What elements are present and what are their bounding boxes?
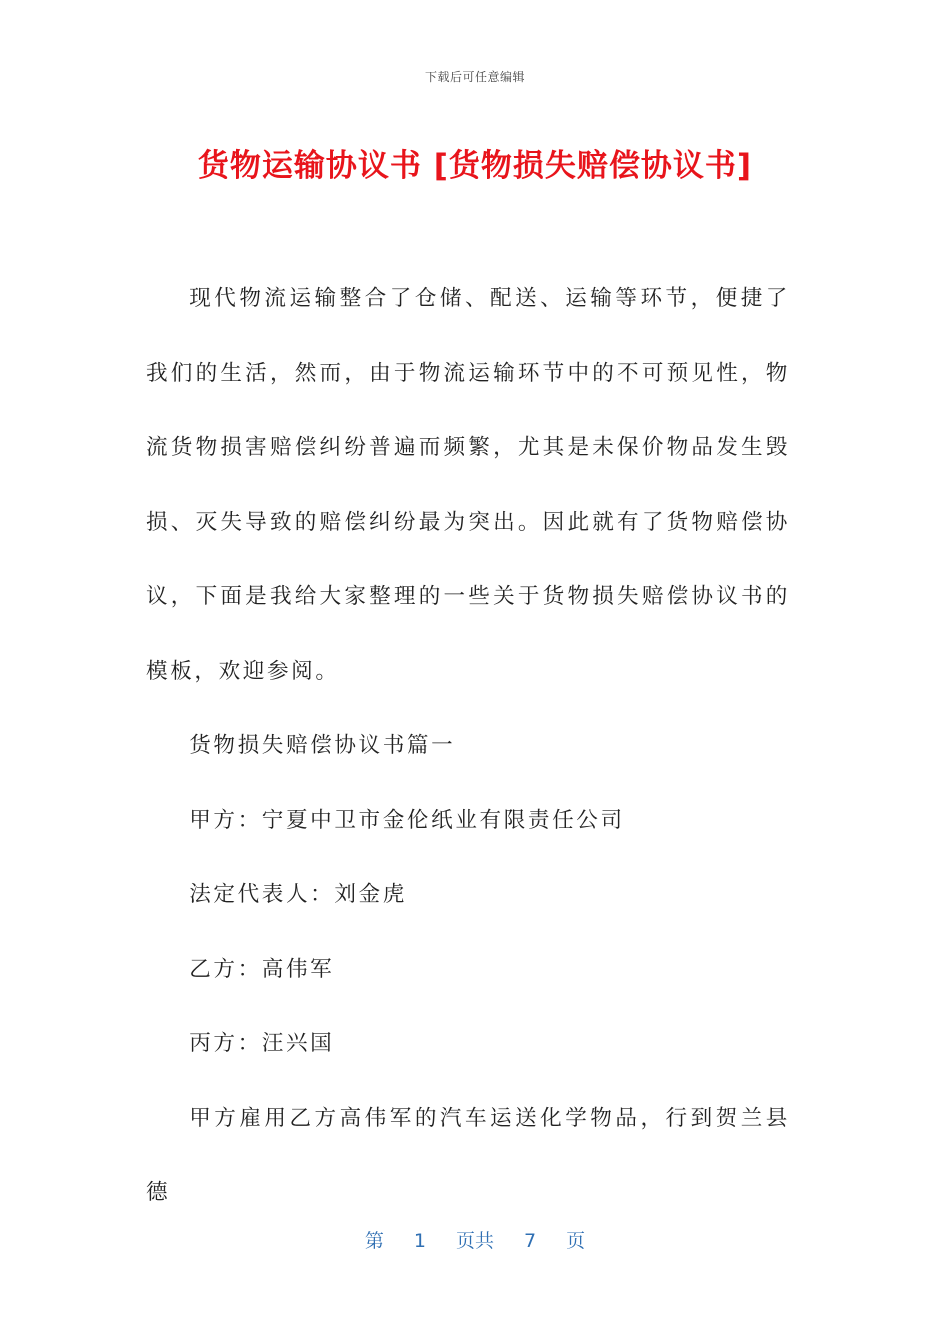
- page-number: 1: [413, 1230, 426, 1252]
- page-label-suffix: 页: [566, 1230, 586, 1252]
- section-heading: 货物损失赔偿协议书篇一: [189, 733, 456, 758]
- party-a-line: 甲方：宁夏中卫市金伦纸业有限责任公司: [189, 807, 625, 833]
- legal-representative-line: 法定代表人：刘金虎: [189, 882, 407, 907]
- intro-paragraph: 现代物流运输整合了仓储、配送、运输等环节，便捷了我们的生活，然而，由于物流运输环节中的不可预见性，物流货物损害赔偿纠纷普遍而频繁，尤其是未保价物品发生毁损、灭失导致的赔偿纠纷最为突出。因此就有了货物赔偿协议，下面是我给大家整理的一些关于货物损失赔偿协议书的模板，欢迎参阅。: [146, 286, 790, 684]
- party-c-line: 丙方：汪兴国: [189, 1031, 335, 1056]
- party-b-line: 乙方：高伟军: [189, 956, 335, 982]
- page-footer: [0, 1226, 950, 1253]
- header-note: 下载后可任意编辑: [424, 70, 525, 84]
- document-title: 货物运输协议书 [货物损失赔偿协议书]: [197, 148, 753, 184]
- page-label-prefix: 第: [364, 1230, 384, 1252]
- total-pages: 7: [524, 1230, 537, 1252]
- page-label-mid: 页共: [455, 1230, 494, 1252]
- document-body: [146, 262, 790, 1231]
- agreement-paragraph: 甲方雇用乙方高伟军的汽车运送化学物品，行到贺兰县德: [146, 1105, 790, 1205]
